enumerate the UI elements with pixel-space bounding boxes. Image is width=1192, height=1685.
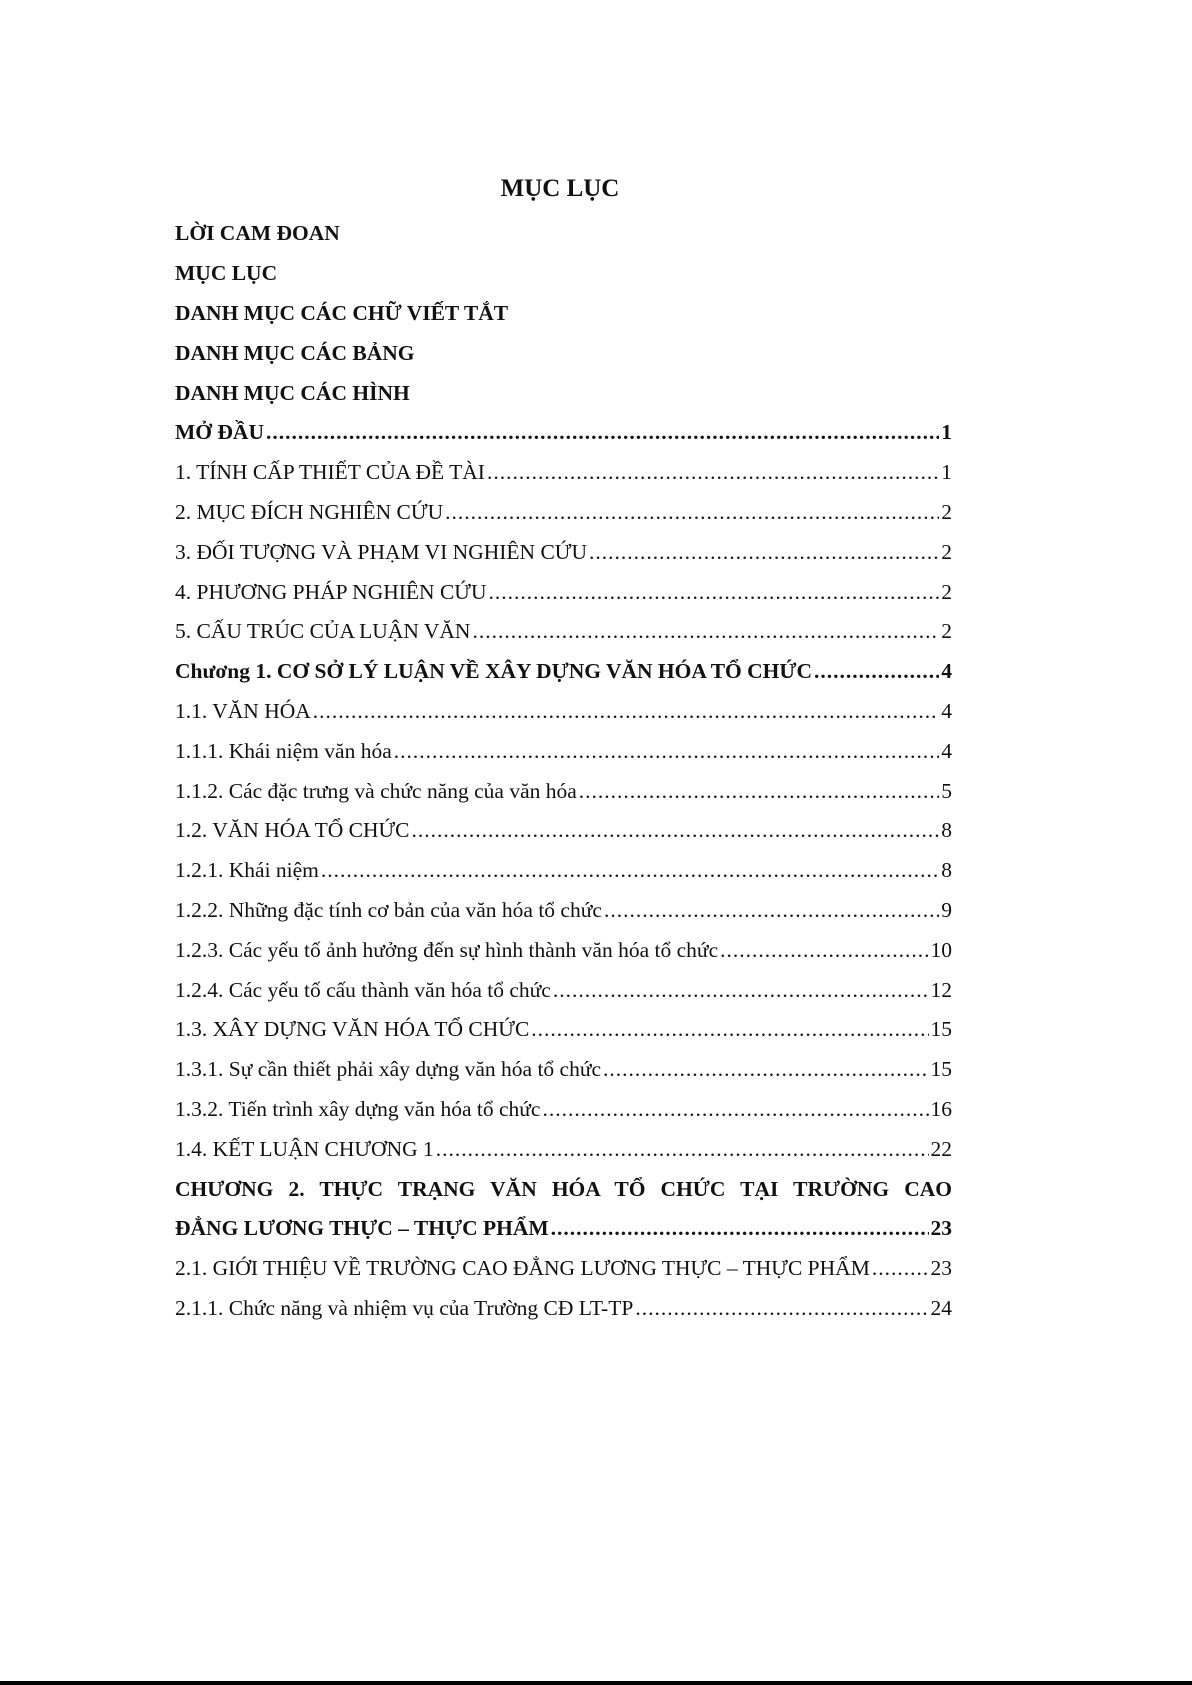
toc-entry-label: 1.2. VĂN HÓA TỔ CHỨC — [175, 818, 410, 843]
toc-entry — [175, 333, 952, 373]
toc-entry — [175, 1050, 952, 1090]
toc-dot-leader — [313, 699, 939, 724]
toc-page-number: 5 — [941, 778, 952, 803]
toc-entry — [175, 572, 952, 612]
toc-page-number: 8 — [941, 818, 952, 843]
toc-entry-label: 1.1. VĂN HÓA — [175, 698, 311, 723]
toc-dot-leader — [487, 460, 939, 485]
toc-page-number: 4 — [941, 659, 952, 684]
toc-entry-label: 1.2.1. Khái niệm — [175, 858, 319, 883]
toc-page-number: 4 — [941, 698, 952, 723]
toc-entry — [175, 851, 952, 891]
toc-entry — [175, 214, 952, 254]
toc-entry-label: ĐẲNG LƯƠNG THỰC – THỰC PHẨM — [175, 1216, 549, 1241]
toc-entry-label: LỜI CAM ĐOAN — [175, 221, 340, 246]
toc-entry-label: 1. TÍNH CẤP THIẾT CỦA ĐỀ TÀI — [175, 460, 485, 485]
toc-entry-label: DANH MỤC CÁC HÌNH — [175, 380, 410, 405]
toc-entry — [175, 373, 952, 413]
toc-page-number: 4 — [941, 738, 952, 763]
toc-entry-label: 1.2.3. Các yếu tố ảnh hưởng đến sự hình thành văn hóa tổ chức — [175, 937, 719, 962]
toc-entry — [175, 692, 952, 732]
toc-dot-leader — [472, 619, 939, 644]
toc-entry — [175, 1209, 952, 1249]
toc-page-number: 2 — [941, 619, 952, 644]
toc-page-number: 2 — [941, 579, 952, 604]
toc-entry — [175, 1090, 952, 1130]
toc-page-number: 16 — [930, 1096, 952, 1121]
toc-entry — [175, 254, 952, 294]
toc-page-number: 12 — [930, 977, 952, 1002]
toc-dot-leader — [814, 659, 939, 684]
toc-entry-label: CHƯƠNG 2. THỰC TRẠNG VĂN HÓA TỔ CHỨC TẠI TRƯỜNG CAO — [175, 1176, 952, 1201]
toc-page-number: 2 — [941, 499, 952, 524]
toc-entry — [175, 970, 952, 1010]
toc-dot-leader — [412, 818, 940, 843]
toc-page-number: 15 — [930, 1017, 952, 1042]
toc-page-number: 2 — [941, 539, 952, 564]
toc-dot-leader — [553, 978, 929, 1003]
toc-entry-label: 1.3. XÂY DỰNG VĂN HÓA TỔ CHỨC — [175, 1017, 530, 1042]
toc-dot-leader — [551, 1216, 929, 1241]
toc-dot-leader — [635, 1296, 928, 1321]
toc-page-number: 10 — [930, 937, 952, 962]
toc-dot-leader — [321, 858, 939, 883]
toc-dot-leader — [604, 898, 939, 923]
page-bottom-edge — [0, 1681, 1192, 1685]
toc-entry-label: MỤC LỤC — [175, 261, 278, 286]
toc-entry-label: 1.1.2. Các đặc trưng và chức năng của văn hóa — [175, 778, 577, 803]
toc-entry — [175, 731, 952, 771]
toc-dot-leader — [603, 1057, 928, 1082]
toc-entry-label: 1.3.2. Tiến trình xây dựng văn hóa tổ chức — [175, 1096, 541, 1121]
toc-entry-label: Chương 1. CƠ SỞ LÝ LUẬN VỀ XÂY DỰNG VĂN HÓA TỔ CHỨC — [175, 659, 813, 684]
toc-entry-label: 1.2.2. Những đặc tính cơ bản của văn hóa tổ chức — [175, 897, 602, 922]
toc-entry — [175, 453, 952, 493]
toc-entry — [175, 771, 952, 811]
toc-dot-leader — [394, 739, 940, 764]
toc-dot-leader — [542, 1097, 928, 1122]
toc-entry — [175, 1289, 952, 1329]
toc-dot-leader — [872, 1256, 929, 1281]
toc-entry-label: 1.2.4. Các yếu tố cấu thành văn hóa tổ chức — [175, 977, 551, 1002]
toc-entry — [175, 1129, 952, 1169]
toc-entry — [175, 1010, 952, 1050]
toc-entry-label: MỞ ĐẦU — [175, 420, 264, 445]
toc-dot-leader — [579, 779, 939, 804]
toc-entry-label: 4. PHƯƠNG PHÁP NGHIÊN CỨU — [175, 579, 487, 604]
toc-entry-label: 1.4. KẾT LUẬN CHƯƠNG 1 — [175, 1136, 434, 1161]
toc-entry — [175, 493, 952, 533]
toc-entry — [175, 930, 952, 970]
toc-entry — [175, 652, 952, 692]
toc-entry-label: 1.3.1. Sự cần thiết phải xây dựng văn hóa tổ chức — [175, 1057, 602, 1082]
toc-entry-label: 5. CẤU TRÚC CỦA LUẬN VĂN — [175, 619, 471, 644]
toc-entry — [175, 532, 952, 572]
toc-page-number: 23 — [930, 1256, 952, 1281]
toc-entry — [175, 1169, 952, 1209]
toc-page-number: 1 — [941, 460, 952, 485]
toc-dot-leader — [720, 938, 928, 963]
toc-page-number: 22 — [930, 1136, 952, 1161]
toc-entry — [175, 294, 952, 334]
toc-entry-label: 2. MỤC ĐÍCH NGHIÊN CỨU — [175, 499, 444, 524]
toc-entry — [175, 1249, 952, 1289]
toc-page-number: 24 — [930, 1295, 952, 1320]
toc-page-number: 9 — [941, 897, 952, 922]
toc-entry-label: 1.1.1. Khái niệm văn hóa — [175, 738, 392, 763]
toc-entry-label: DANH MỤC CÁC BẢNG — [175, 340, 415, 365]
toc-entry-label: 2.1. GIỚI THIỆU VỀ TRƯỜNG CAO ĐẲNG LƯƠNG THỰC – THỰC PHẨM — [175, 1256, 870, 1281]
table-of-contents — [175, 214, 952, 1328]
toc-page-number: 15 — [930, 1057, 952, 1082]
toc-entry — [175, 413, 952, 453]
toc-dot-leader — [489, 580, 940, 605]
toc-entry — [175, 891, 952, 931]
toc-page-number: 1 — [941, 420, 952, 445]
toc-dot-leader — [266, 420, 939, 445]
toc-entry-label: 2.1.1. Chức năng và nhiệm vụ của Trường CĐ LT-TP — [175, 1295, 634, 1320]
toc-entry-label: DANH MỤC CÁC CHỮ VIẾT TẮT — [175, 300, 509, 325]
toc-dot-leader — [531, 1017, 928, 1042]
toc-title: MỤC LỤC — [500, 175, 620, 202]
toc-entry — [175, 612, 952, 652]
toc-entry — [175, 811, 952, 851]
toc-dot-leader — [436, 1137, 929, 1162]
toc-dot-leader — [589, 540, 939, 565]
toc-entry-label: 3. ĐỐI TƯỢNG VÀ PHẠM VI NGHIÊN CỨU — [175, 539, 588, 564]
toc-page-number: 8 — [941, 858, 952, 883]
toc-page-number: 23 — [930, 1216, 952, 1241]
toc-dot-leader — [445, 500, 939, 525]
